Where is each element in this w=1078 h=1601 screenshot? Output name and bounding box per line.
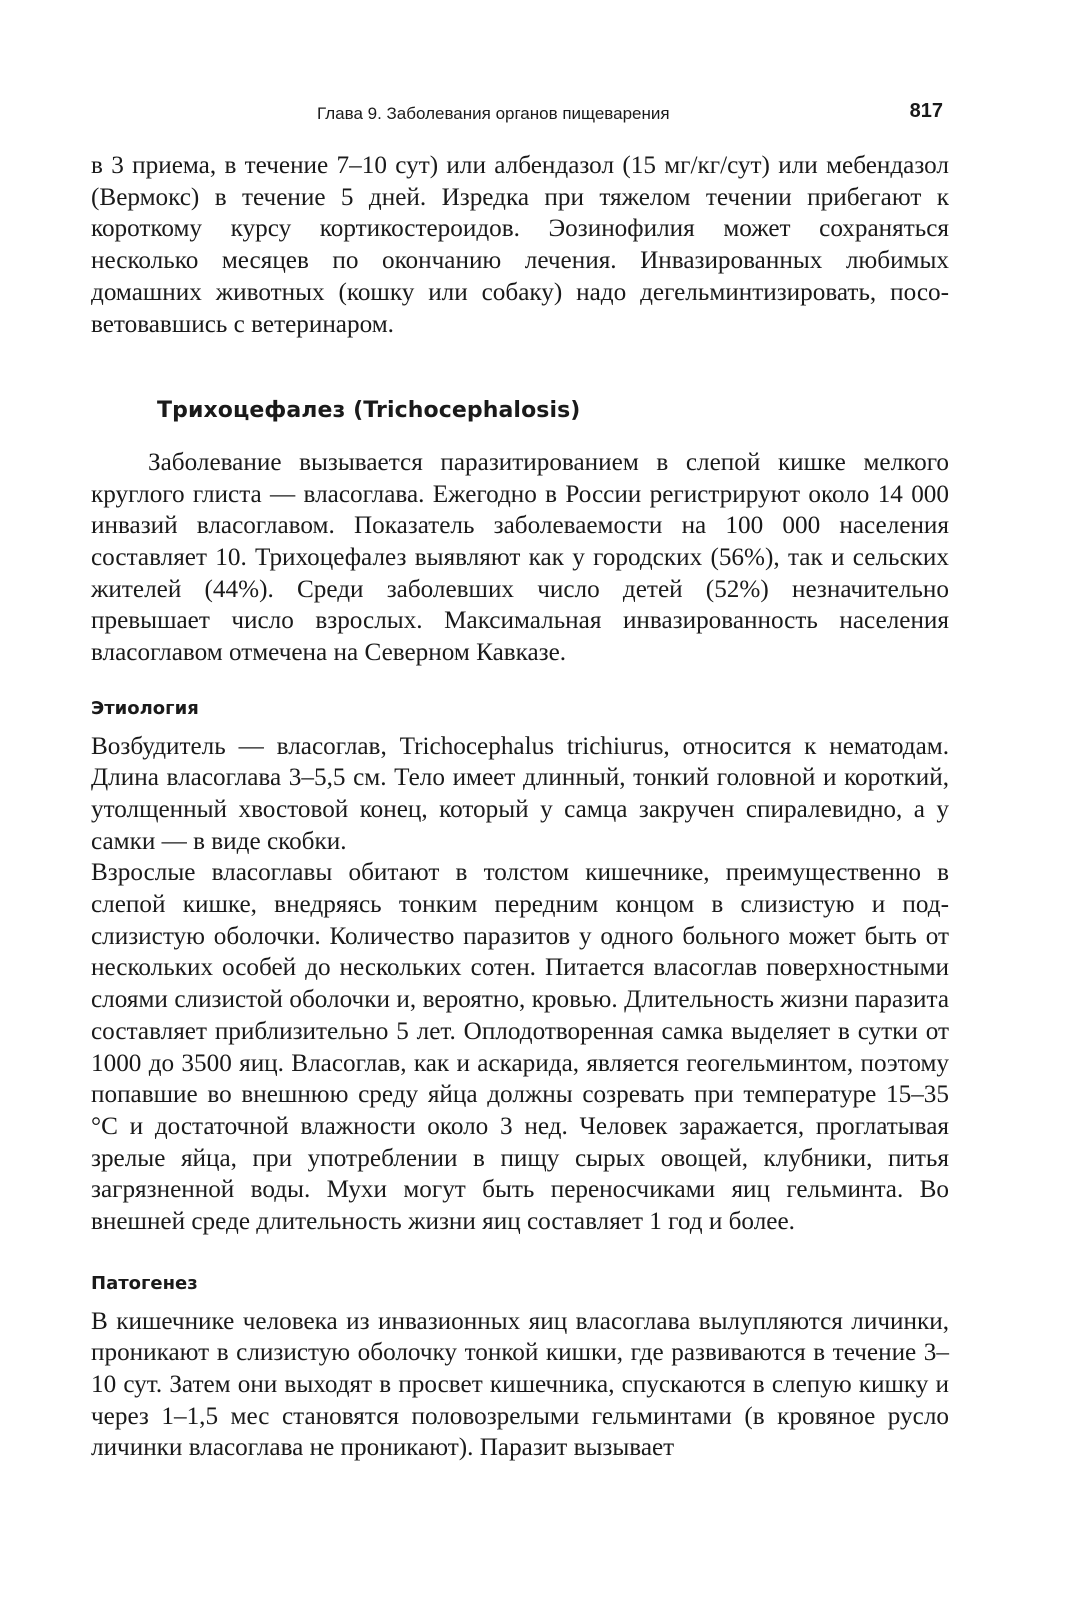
chapter-title: Глава 9. Заболевания органов пищеварения [317,104,670,123]
body-text [91,150,949,1464]
pathogenesis-paragraph-1: В кишечнике человека из инвазионных яиц власоглава вылупляются личинки, проникают в слизистую оболочку тонкой кишки, где развиваются в течение 3–10 сут. Затем они выходят в просвет кишечника, спускаются в слепую кишку и через 1–1,5 мес становятся половозрелыми гельминтами (в кровяное русло личинки власоглава не проникают). Паразит вызывает [91,1307,949,1462]
section-title: Трихоцефалез (Trichocephalosis) [157,398,581,424]
page-number: 817 [909,100,943,122]
continued-paragraph: в 3 приема, в течение 7–10 сут) или албендазол (15 мг/кг/сут) или мебендазол (Вермокс) в течение 5 дней. Изредка при тяжелом течении прибегают к короткому курсу кортикостероидов. Эозинофилия может сохраняться несколько месяцев по окончанию лечения. Инвазированных любимых домашних животных (кошку или собаку) надо дегельминтизировать, посоветовавшись с ветеринаром. [91,152,949,338]
etiology-paragraph-2: Взрослые власоглавы обитают в толстом кишечнике, преимущественно в слепой кишке, внедряясь тонким передним концом в слизистую и подслизистую оболочки. Количество паразитов у одного больного может быть от нескольких особей до нескольких сотен. Питается власоглав поверхностными слоями слизистой оболочки и, вероятно, кровью. Длительность жизни паразита составляет приблизительно 5 лет. Оплодотворенная самка выделяет в сутки от 1000 до 3500 яиц. Власоглав, как и аскарида, является геогельминтом, поэтому попавшие во внешнюю среду яйца должны созревать при температуре 15–35 °С и достаточной влажности около 3 нед. Человек заражается, проглатывая зрелые яйца, при употреблении в пищу сырых овощей, клубники, питья загрязненной воды. Мухи могут быть переносчиками яиц гельминта. Во внешней среде длительность жизни яиц составляет 1 год и более. [91,859,949,1236]
running-head [91,98,949,128]
pathogenesis-heading: Патогенез [91,1272,198,1294]
etiology-heading: Этиология [91,697,199,719]
section-intro-paragraph: Заболевание вызывается паразитированием в слепой кишке мелкого круглого глиста — власоглава. Ежегодно в России регистрируют около 14 000 инвазий власоглавом. Показатель заболеваемости на 100 000 населения составляет 10. Трихоцефалез выявляют как у городских (56%), так и сельских жителей (44%). Среди заболевших число детей (52%) незначительно превышает число взрослых. Максимальная инвазированность населения власоглавом отмечена на Северном Кавказе. [91,448,949,667]
etiology-paragraph-1: Возбудитель — власоглав, Trichocephalus trichiurus, относится к нематодам. Длина власоглава 3–5,5 см. Тело имеет длинный, тонкий головной и короткий, утолщенный хвостовой конец, который у самца закручен спиралевидно, а у самки — в виде скобки. [91,732,949,855]
